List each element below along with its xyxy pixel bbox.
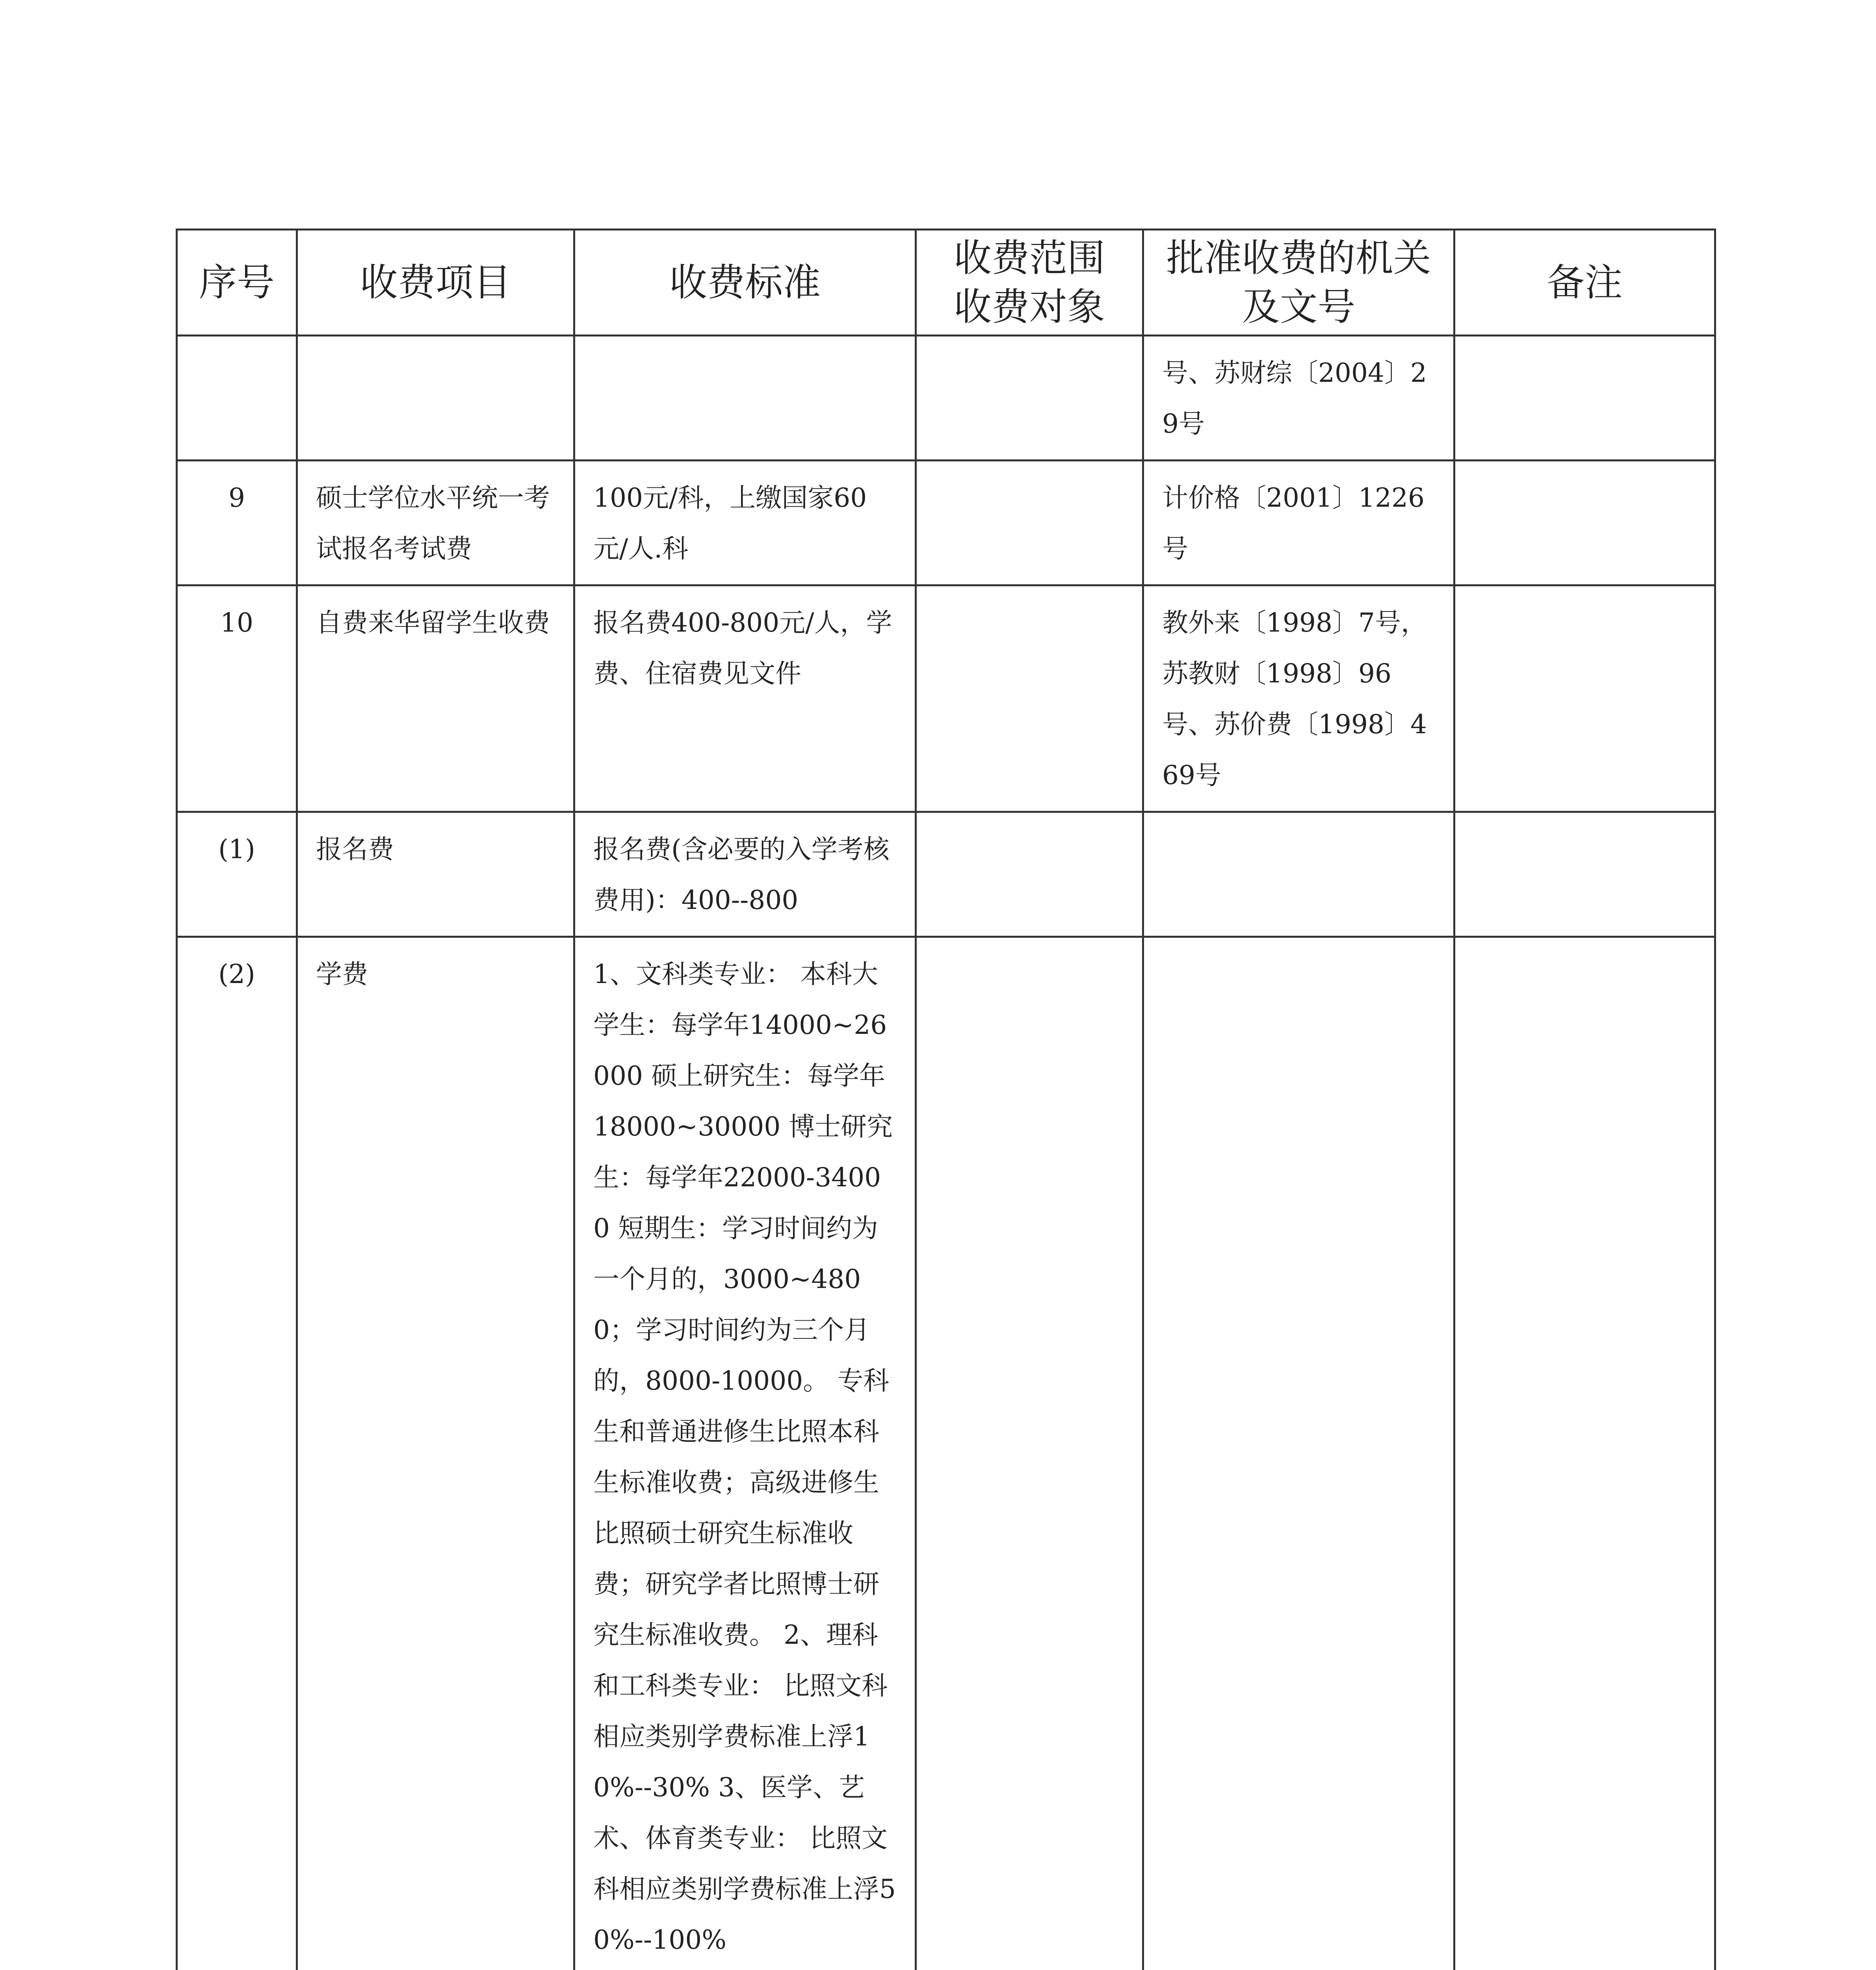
table-row <box>177 585 1715 812</box>
header-item: 收费项目 <box>297 230 574 336</box>
row-item: 硕士学位水平统一考试报名考试费 <box>297 461 574 585</box>
table-row <box>177 812 1715 937</box>
row-note <box>1454 812 1715 937</box>
header-scope: 收费范围 收费对象 <box>916 230 1143 336</box>
row-scope <box>916 461 1143 585</box>
row-item: 自费来华留学生收费 <box>297 585 574 812</box>
row-item: 报名费 <box>297 812 574 937</box>
row-index: 10 <box>177 585 297 812</box>
row-note <box>1454 461 1715 585</box>
row-standard: 100元/科，上缴国家60元/人.科 <box>574 461 916 585</box>
header-index: 序号 <box>177 230 297 336</box>
row-scope <box>916 336 1143 461</box>
row-approval <box>1143 937 1454 1970</box>
row-item <box>297 336 574 461</box>
row-approval: 教外来〔1998〕7号，苏教财〔1998〕96号、苏价费〔1998〕469号 <box>1143 585 1454 812</box>
row-note <box>1454 937 1715 1970</box>
row-index: (2) <box>177 937 297 1970</box>
row-item: 学费 <box>297 937 574 1970</box>
row-standard <box>574 336 916 461</box>
row-scope <box>916 812 1143 937</box>
row-note <box>1454 336 1715 461</box>
row-note <box>1454 585 1715 812</box>
header-note: 备注 <box>1454 230 1715 336</box>
row-index <box>177 336 297 461</box>
row-approval: 号、苏财综〔2004〕29号 <box>1143 336 1454 461</box>
row-scope <box>916 937 1143 1970</box>
row-standard: 报名费400-800元/人，学费、住宿费见文件 <box>574 585 916 812</box>
row-scope <box>916 585 1143 812</box>
row-standard: 1、文科类专业： 本科大学生：每学年14000~26000 硕上研究生：每学年18000~30000 博士研究生：每学年22000-34000 短期生：学习时间约为一个月的，3000~4800；学习时间约为三个月的，8000-10000。 专科生和普通进修生比照本科生标准收费；高级进修生比照硕士研究生标准收费；研究学者比照博士研究生标准收费。 2、理科和工科类专业： 比照文科相应类别学费标准上浮10%--30% 3、医学、艺术、体育类专业： 比照文科相应类别学费标准上浮50%--100% <box>574 937 916 1970</box>
header-approval: 批准收费的机关 及文号 <box>1143 230 1454 336</box>
fee-table <box>176 229 1716 1970</box>
header-row <box>177 230 1715 336</box>
table-row <box>177 937 1715 1970</box>
row-index: (1) <box>177 812 297 937</box>
header-standard: 收费标准 <box>574 230 916 336</box>
table-row <box>177 336 1715 461</box>
row-index: 9 <box>177 461 297 585</box>
row-approval: 计价格〔2001〕1226号 <box>1143 461 1454 585</box>
table-row <box>177 461 1715 585</box>
row-standard: 报名费(含必要的入学考核费用)：400--800 <box>574 812 916 937</box>
row-approval <box>1143 812 1454 937</box>
